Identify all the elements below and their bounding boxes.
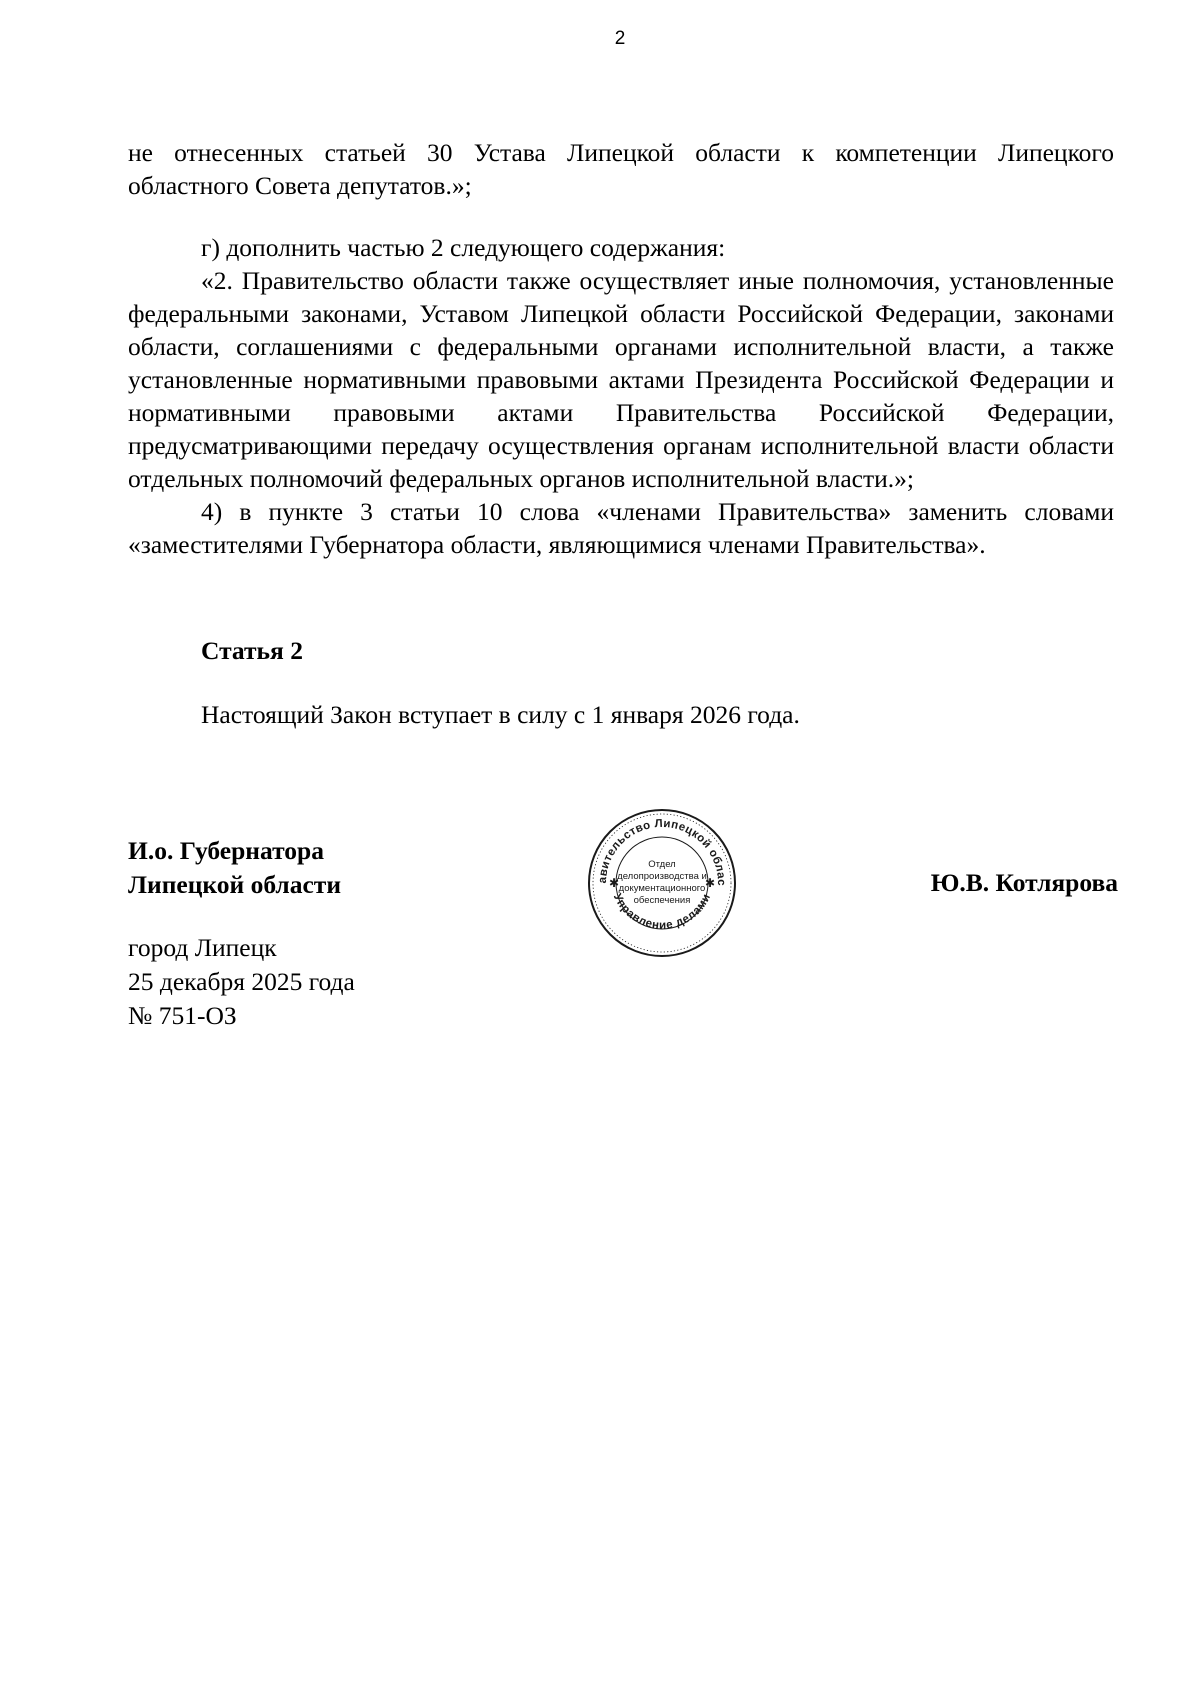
paragraph-amendment-intro: г) дополнить частью 2 следующего содержания: bbox=[201, 233, 726, 262]
signatory-title-line: И.о. Губернатора bbox=[128, 836, 324, 865]
seal-center-text: обеспечения bbox=[633, 895, 691, 906]
signatory-name: Ю.В. Котлярова bbox=[930, 868, 1118, 897]
paragraph-amendment-text: «2. Правительство области также осуществляет иные полномочия, установленные федеральными законами, Уставом Липецкой области Российской Федерации, законами области, соглашениями с федеральными органами исполнительной власти, а также установленные нормативными правовыми актами Президента Российской Федерации и нормативными правовыми актами Правительства Российской Федерации, предусматривающими передачу осуществления органам исполнительной власти области отдельных полномочий федеральных органов исполнительной власти.»; bbox=[128, 266, 1114, 493]
seal-center-text: делопроизводства и bbox=[617, 871, 707, 882]
signatory-title bbox=[128, 834, 341, 902]
svg-text:✱: ✱ bbox=[608, 876, 620, 890]
svg-text:✱: ✱ bbox=[704, 876, 716, 890]
paragraph-line: областного Совета депутатов.»; bbox=[128, 171, 472, 200]
paragraph-line: не отнесенных статьей 30 Устава Липецкой области к компетенции Липецкого bbox=[128, 138, 1114, 167]
seal-outer-bottom-text: Управление делами bbox=[610, 891, 714, 932]
seal-center-text: Отдел bbox=[648, 859, 676, 870]
official-seal bbox=[586, 807, 738, 959]
paragraph-continuation bbox=[128, 136, 1114, 202]
page-number: 2 bbox=[614, 28, 626, 49]
seal-center-text: документационного bbox=[618, 883, 706, 894]
law-number-line: № 751-ОЗ bbox=[128, 1001, 237, 1030]
paragraph-item-4: 4) в пункте 3 статьи 10 слова «членами Правительства» заменить словами «заместителями Губернатора области, являющимися членами Правительства». bbox=[128, 497, 1114, 559]
article-heading: Статья 2 bbox=[201, 636, 303, 665]
seal-outer-top-text: авительство Липецкой облас bbox=[596, 817, 728, 887]
city-line: город Липецк bbox=[128, 933, 277, 962]
effective-date-clause: Настоящий Закон вступает в силу с 1 января 2026 года. bbox=[201, 700, 800, 729]
signatory-title-line: Липецкой области bbox=[128, 870, 342, 899]
date-line: 25 декабря 2025 года bbox=[128, 967, 355, 996]
place-date-block bbox=[128, 931, 355, 1033]
amendment-block bbox=[128, 231, 1114, 561]
